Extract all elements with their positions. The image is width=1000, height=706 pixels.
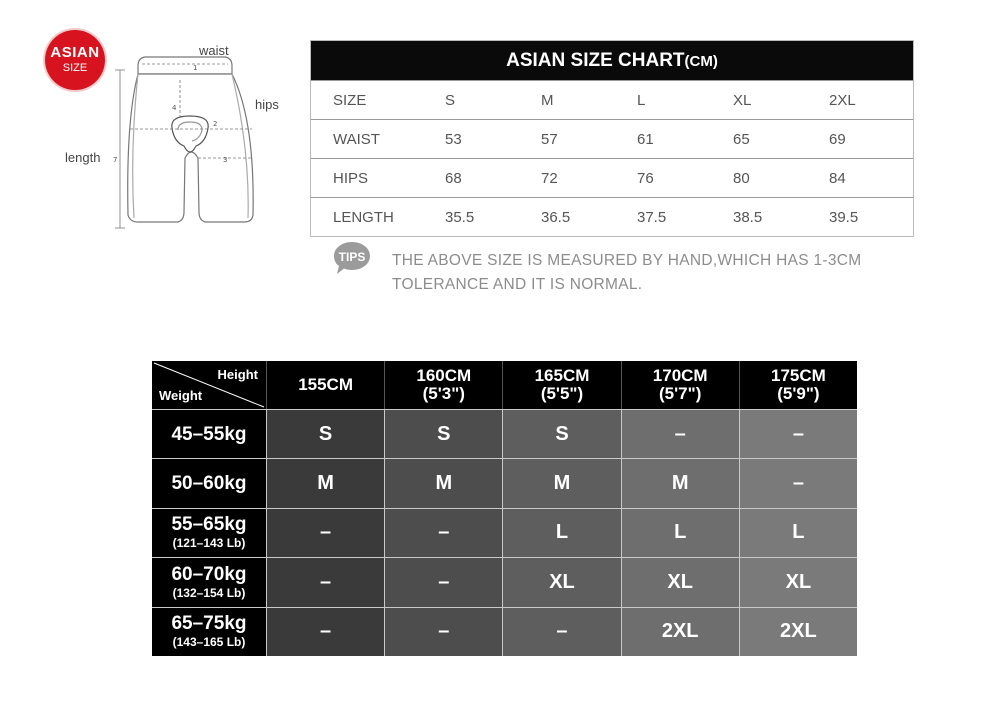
cell: S — [445, 91, 456, 109]
size-cell: S — [384, 409, 502, 458]
weight-kg: 45–55kg — [171, 423, 247, 445]
badge-line1: ASIAN — [50, 44, 100, 61]
cell: 72 — [541, 169, 558, 187]
size-row-waist — [311, 119, 913, 158]
size-cell: L — [739, 508, 857, 557]
size-cell: M — [502, 458, 620, 507]
size-row-hips — [311, 158, 913, 197]
tips-line2: TOLERANCE AND IT IS NORMAL. — [392, 276, 643, 293]
height-ft: (5'5") — [540, 384, 584, 403]
height-column-header — [502, 361, 620, 409]
marker-2: 2 — [213, 120, 218, 128]
size-chart-table — [310, 40, 914, 237]
height-column-header — [384, 361, 502, 409]
marker-3: 3 — [223, 156, 228, 164]
cell: M — [541, 91, 554, 109]
weight-kg: 50–60kg — [171, 473, 247, 495]
height-column-header — [621, 361, 739, 409]
cell: 57 — [541, 130, 558, 148]
marker-1: 1 — [193, 64, 198, 72]
cell: 69 — [829, 130, 846, 148]
size-chart-title-text: ASIAN SIZE CHART — [506, 50, 685, 71]
size-cell: M — [621, 458, 739, 507]
cell: 80 — [733, 169, 750, 187]
cell: 35.5 — [445, 208, 475, 226]
size-chart-title-unit: (CM) — [684, 53, 718, 70]
corner-height-label: Height — [217, 367, 258, 382]
height-ft: (5'7") — [659, 384, 702, 403]
cell: LENGTH — [333, 208, 394, 226]
size-cell: XL — [621, 557, 739, 606]
size-row-length — [311, 197, 913, 236]
size-cell: L — [621, 508, 739, 557]
size-cell: S — [502, 409, 620, 458]
cell: WAIST — [333, 130, 380, 148]
weight-row-label — [152, 508, 266, 557]
size-cell: – — [739, 409, 857, 458]
height-cm: 175CM — [770, 366, 826, 385]
corner-weight-label: Weight — [159, 388, 203, 403]
size-cell: – — [502, 607, 620, 656]
size-cell: XL — [502, 557, 620, 606]
shorts-icon — [60, 40, 300, 240]
weight-row-label — [152, 557, 266, 606]
size-row-header — [311, 80, 913, 119]
size-cell: – — [384, 607, 502, 656]
height-ft: (5'3") — [422, 384, 465, 403]
weight-row-label — [152, 607, 266, 656]
weight-row-label — [152, 409, 266, 458]
height-cm: 165CM — [534, 366, 590, 385]
cell: 61 — [637, 130, 654, 148]
cell: 36.5 — [541, 208, 571, 226]
height-ft: (5'9") — [777, 384, 820, 403]
weight-lb: (121–143 Lb) — [172, 536, 246, 551]
height-column-header — [739, 361, 857, 409]
tips-line1: THE ABOVE SIZE IS MEASURED BY HAND,WHICH HAS 1-3CM — [392, 252, 862, 269]
size-cell: – — [739, 458, 857, 507]
tips-icon — [332, 240, 372, 276]
marker-7: 7 — [113, 156, 118, 164]
hips-label: hips — [255, 97, 279, 112]
weight-lb: (143–165 Lb) — [172, 635, 246, 650]
cell: HIPS — [333, 169, 369, 187]
cell: SIZE — [333, 91, 367, 109]
size-cell: M — [384, 458, 502, 507]
size-cell: XL — [739, 557, 857, 606]
size-cell: M — [266, 458, 384, 507]
cell: 38.5 — [733, 208, 763, 226]
size-cell: – — [384, 557, 502, 606]
height-column-header — [266, 361, 384, 409]
weight-kg: 65–75kg — [171, 613, 247, 635]
cell: 39.5 — [829, 208, 859, 226]
weight-height-table — [152, 361, 857, 656]
tips-icon-label: TIPS — [338, 250, 366, 264]
marker-4: 4 — [172, 104, 177, 112]
size-cell: – — [266, 508, 384, 557]
size-cell: 2XL — [621, 607, 739, 656]
size-chart-title — [311, 41, 913, 80]
cell: XL — [733, 91, 752, 109]
cell: 65 — [733, 130, 750, 148]
size-cell: 2XL — [739, 607, 857, 656]
waist-label: waist — [199, 43, 229, 58]
cell: 76 — [637, 169, 654, 187]
size-cell: – — [266, 607, 384, 656]
size-cell: – — [384, 508, 502, 557]
cell: 53 — [445, 130, 462, 148]
height-cm: 170CM — [652, 366, 708, 385]
tips-text — [392, 249, 861, 297]
cell: L — [637, 91, 646, 109]
size-cell: L — [502, 508, 620, 557]
size-cell: – — [621, 409, 739, 458]
table-corner — [152, 361, 266, 409]
size-cell: S — [266, 409, 384, 458]
cell: 2XL — [829, 91, 856, 109]
length-label: length — [65, 150, 101, 165]
height-cm: 160CM — [416, 366, 472, 385]
height-cm: 155CM — [298, 375, 353, 394]
cell: 84 — [829, 169, 846, 187]
weight-kg: 60–70kg — [171, 563, 247, 585]
weight-kg: 55–65kg — [171, 514, 247, 536]
cell: 68 — [445, 169, 462, 187]
weight-lb: (132–154 Lb) — [172, 585, 246, 600]
size-cell: – — [266, 557, 384, 606]
weight-row-label — [152, 458, 266, 507]
cell: 37.5 — [637, 208, 667, 226]
shorts-diagram — [60, 40, 300, 240]
badge-line2: SIZE — [62, 62, 88, 74]
